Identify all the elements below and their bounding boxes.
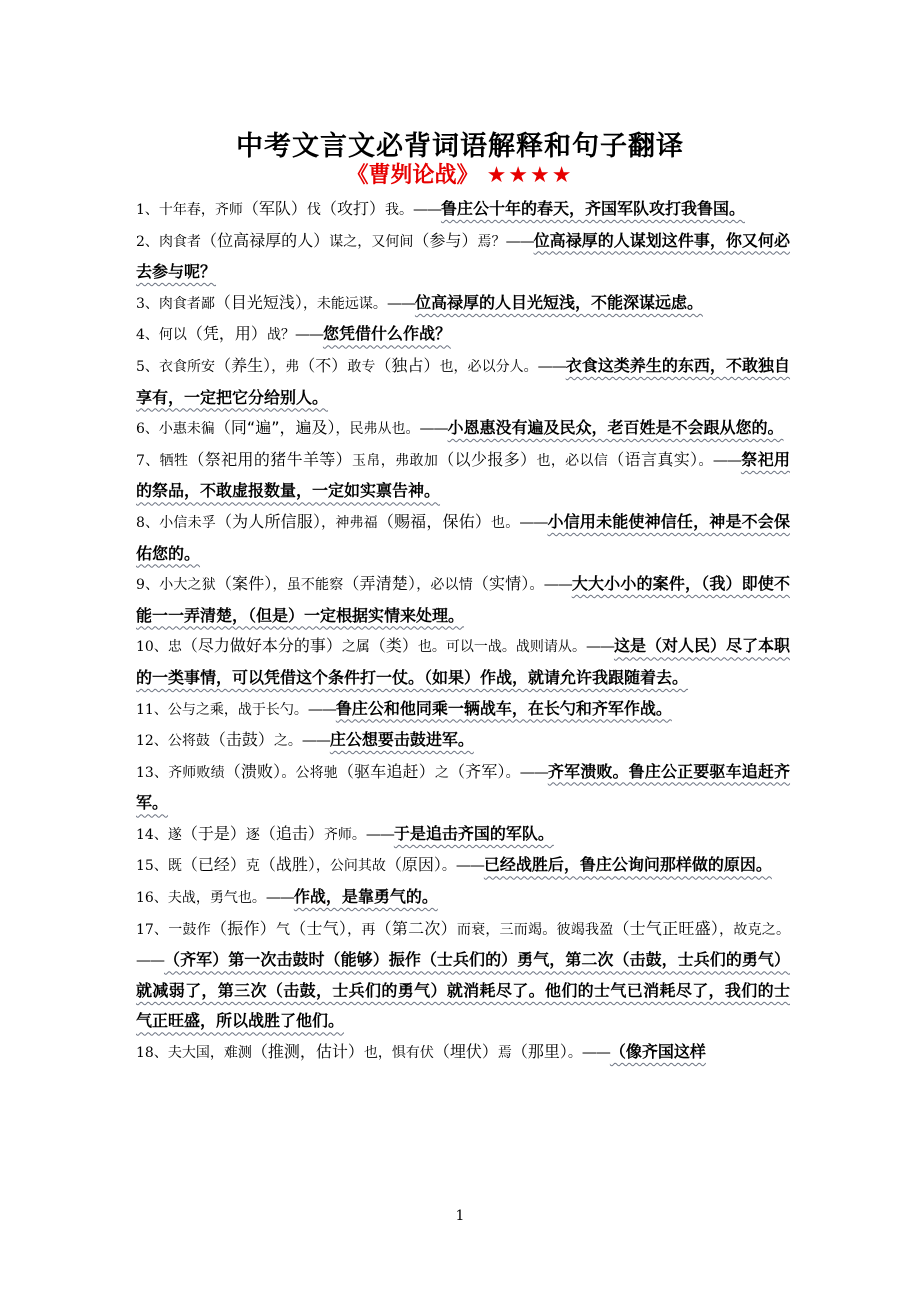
source-text: ，民弗从也。 <box>335 421 420 438</box>
source-text: 公与之乘，战于长勺。 <box>167 701 308 718</box>
entry-number: 7、 <box>136 452 160 469</box>
source-text: 何以 <box>158 327 187 344</box>
word-gloss: （位高禄厚的人） <box>201 230 330 250</box>
source-text: 一鼓作 <box>168 921 212 938</box>
entry-number: 15、 <box>136 858 168 875</box>
entry-item <box>136 694 790 726</box>
source-text: 小信未孚 <box>159 514 216 531</box>
source-text: ，虽不能察 <box>272 577 344 594</box>
word-gloss: （击鼓） <box>209 730 274 750</box>
entry-item <box>136 507 790 569</box>
entry-item <box>136 819 790 851</box>
word-gloss: （同“遍”，遍及） <box>214 418 336 438</box>
source-text: 也。 <box>491 514 520 531</box>
source-text: 我。 <box>384 202 413 218</box>
word-gloss: （参与） <box>413 230 478 250</box>
entry-number: 6、 <box>136 421 159 438</box>
word-gloss: （士气正旺盛） <box>613 918 720 938</box>
entry-number: 2、 <box>136 233 159 250</box>
entry-number: 5、 <box>136 358 159 375</box>
page-number: 1 <box>455 1208 465 1224</box>
source-text: 谋之，又何间 <box>329 233 414 250</box>
source-text: 焉 <box>497 1045 512 1062</box>
translation-text: 您凭借什么作战？ <box>322 324 451 344</box>
word-gloss: （尽力做好本分的事） <box>181 636 342 656</box>
entry-number: 10、 <box>136 639 168 656</box>
translation-separator: —— <box>412 200 441 218</box>
source-text: 之。 <box>273 733 302 750</box>
word-gloss: （那里） <box>511 1042 568 1062</box>
translation-text: 祭祀用的祭品，不敢虚报数量，一定如实禀告神。 <box>136 449 790 501</box>
translation-text: 这是（对人民）尽了本职的一类事情，可以凭借这个条件打一仗。（如果）作战，就请允许我跟随着去。 <box>136 636 790 687</box>
source-text: ，必以情 <box>416 577 473 594</box>
translation-text: 鲁庄公十年的春天，齐国军队攻打我鲁国。 <box>440 199 745 218</box>
word-gloss: （已经） <box>181 855 246 875</box>
source-text: 逐 <box>245 826 260 843</box>
source-text: 夫战，勇气也。 <box>167 890 266 907</box>
source-text: 也，必以分人。 <box>439 358 538 375</box>
word-gloss: （凭，用） <box>186 324 267 344</box>
entry-number: 12、 <box>136 733 168 750</box>
translation-separator: —— <box>505 231 534 250</box>
translation-text: 大大小小的案件，（我）即使不能一一弄清楚，（但是）一定根据实情来处理。 <box>136 574 790 625</box>
source-text: 衣食所安 <box>158 358 216 375</box>
entry-item <box>136 194 790 226</box>
translation-separator: —— <box>307 699 336 718</box>
entry-item <box>136 288 790 320</box>
word-gloss: （类） <box>369 636 418 656</box>
source-text: 肉食者鄙 <box>158 295 215 312</box>
entry-item <box>136 226 790 288</box>
word-gloss: （于是） <box>181 823 246 843</box>
source-text: 也。可以一战。战则请从。 <box>417 639 586 656</box>
translation-separator: —— <box>581 1043 610 1062</box>
entry-number: 11、 <box>136 701 168 718</box>
source-text: 齐师败绩 <box>168 764 225 781</box>
translation-text: 齐军溃败。鲁庄公正要驱车追赶齐军。 <box>136 761 791 813</box>
source-text: 焉？ <box>477 233 506 250</box>
translation-text: 鲁庄公和他同乘一辆战车，在长勺和齐军作战。 <box>335 698 672 718</box>
entry-number: 14、 <box>136 826 168 843</box>
translation-separator: —— <box>712 450 741 469</box>
source-text: ，弗 <box>271 358 300 375</box>
word-gloss: （追击） <box>259 823 324 843</box>
entry-item <box>136 882 790 914</box>
entry-number: 16、 <box>136 890 168 907</box>
translation-text: 小信用未能使神信任，神是不会保佑您的。 <box>136 511 790 563</box>
word-gloss: （军队） <box>242 199 307 218</box>
entry-number: 9、 <box>136 577 160 594</box>
source-text: 。 <box>441 858 456 875</box>
entry-number: 17、 <box>136 921 169 938</box>
translation-separator: —— <box>265 888 294 907</box>
word-gloss: （弄清楚） <box>343 574 417 594</box>
translation-separator: —— <box>136 951 164 970</box>
word-gloss: （攻打） <box>320 199 385 218</box>
translation-text: 庄公想要击鼓进军。 <box>329 730 474 750</box>
source-text: 十年春，齐师 <box>158 202 243 218</box>
translation-text: 于是追击齐国的军队。 <box>393 823 554 843</box>
source-text: 既 <box>167 858 182 875</box>
source-text: 之 <box>434 764 450 781</box>
source-text: 而衰，三而竭。彼竭我盈 <box>456 921 614 938</box>
source-text: 小惠未徧 <box>158 421 215 438</box>
word-gloss: （第二次） <box>375 918 457 938</box>
word-gloss: （祭祀用的猪牛羊等） <box>188 449 353 469</box>
word-gloss: （士气） <box>290 918 348 938</box>
translation-separator: —— <box>419 419 448 438</box>
source-text: 。 <box>698 452 713 469</box>
entry-item <box>136 631 790 693</box>
source-text: 小大之狱 <box>159 577 216 594</box>
word-gloss: （原因） <box>385 855 442 875</box>
word-gloss: （实情） <box>472 574 530 594</box>
word-gloss: （战胜） <box>259 855 316 875</box>
word-gloss: （独占） <box>375 355 440 375</box>
source-text: 牺牲 <box>159 452 189 469</box>
source-text: 。 <box>567 1045 582 1062</box>
translation-text: 衣食这类养生的东西，不敢独自享有，一定把它分给别人。 <box>136 355 791 407</box>
source-text: 克 <box>245 858 260 875</box>
source-text: 夫大国，难测 <box>167 1045 252 1062</box>
translation-separator: —— <box>386 293 415 312</box>
source-text: 玉帛，弗敢加 <box>352 452 439 469</box>
source-text: 忠 <box>167 639 182 656</box>
entry-item <box>136 757 790 819</box>
source-text: 公将鼓 <box>167 733 210 750</box>
word-gloss: （为人所信服） <box>215 511 322 531</box>
source-text: 也，惧有伏 <box>363 1045 434 1062</box>
word-gloss: （目光短浅） <box>214 292 303 312</box>
word-gloss: （以少报多） <box>438 449 537 469</box>
word-gloss: （养生） <box>215 355 272 375</box>
entry-item <box>136 725 790 757</box>
translation-separator: —— <box>301 731 330 750</box>
source-text: 气 <box>275 921 291 938</box>
translation-text: 作战，是靠勇气的。 <box>293 887 438 907</box>
translation-text: （齐军）第一次击鼓时（能够）振作（士兵们的）勇气，第二次（击鼓，士兵们的勇气）就减弱了，第三次（击鼓，士兵们的勇气）就消耗尽了。他们的士气已消耗尽了，我们的士气正旺盛，所以战胜了他们。 <box>136 950 790 1031</box>
entry-number: 1、 <box>136 202 159 218</box>
entry-number: 13、 <box>136 764 169 781</box>
entry-number: 4、 <box>136 327 159 344</box>
word-gloss: （齐军） <box>449 761 506 781</box>
source-text: ，公问其故 <box>315 858 386 875</box>
word-gloss: （驱车追赶） <box>337 761 435 781</box>
translation-text: 位高禄厚的人目光短浅，不能深谋远虑。 <box>414 292 703 312</box>
entry-item <box>136 850 790 882</box>
source-text: 战？ <box>266 327 295 344</box>
translation-separator: —— <box>455 856 484 875</box>
entry-list <box>136 194 790 1069</box>
word-gloss: （赐福，保佑） <box>377 511 492 531</box>
translation-separator: —— <box>365 824 394 843</box>
word-gloss: （语言真实） <box>608 449 699 469</box>
entry-item <box>136 914 790 1037</box>
word-gloss: （推测，估计） <box>251 1042 364 1062</box>
source-text: ，未能远谋。 <box>302 295 387 312</box>
entry-number: 18、 <box>136 1045 168 1062</box>
translation-text: 小恩惠没有遍及民众，老百姓是不会跟从您的。 <box>447 418 784 438</box>
entry-item <box>136 1037 790 1069</box>
word-gloss: （振作） <box>211 918 276 938</box>
entry-item <box>136 445 790 507</box>
subtitle-text: 《曹刿论战》 <box>346 163 479 188</box>
source-text: 肉食者 <box>158 233 202 250</box>
translation-text: 位高禄厚的人谋划这件事，你又何必去参与呢？ <box>136 230 790 282</box>
translation-separator: —— <box>294 325 323 344</box>
translation-separator: —— <box>585 637 614 656</box>
entry-item <box>136 319 790 351</box>
entry-item <box>136 351 790 413</box>
translation-text: 已经战胜后，鲁庄公询问那样做的原因。 <box>483 855 772 875</box>
word-gloss: （溃败） <box>224 761 282 781</box>
source-text: ，再 <box>347 921 376 938</box>
translation-text: （像齐国这样 <box>609 1042 706 1062</box>
page-title: 中考文言文必背词语解释和句子翻译 <box>236 131 684 162</box>
word-gloss: （案件） <box>215 574 273 594</box>
translation-separator: —— <box>537 356 566 375</box>
word-gloss: （不） <box>299 355 348 375</box>
translation-separator: —— <box>543 575 572 594</box>
source-text: 敢专 <box>347 358 376 375</box>
source-text: 之属 <box>341 639 370 656</box>
source-text: 伐 <box>306 202 321 218</box>
star-rating: ★★★★ <box>486 163 574 188</box>
source-text: 遂 <box>167 826 182 843</box>
entry-item <box>136 413 790 445</box>
word-gloss: （埋伏） <box>433 1042 498 1062</box>
source-text: 也，必以信 <box>536 452 609 469</box>
source-text: 。 <box>505 764 520 781</box>
translation-separator: —— <box>519 512 548 531</box>
entry-number: 3、 <box>136 295 159 312</box>
source-text: 齐师。 <box>323 826 366 843</box>
source-text: 。公将驰 <box>281 764 338 781</box>
entry-number: 8、 <box>136 514 160 531</box>
source-text: ，故克之。 <box>719 921 791 938</box>
translation-separator: —— <box>519 762 548 781</box>
page-subtitle <box>0 158 920 189</box>
entry-item <box>136 569 790 631</box>
source-text: 。 <box>529 577 544 594</box>
source-text: ，神弗福 <box>321 514 378 531</box>
